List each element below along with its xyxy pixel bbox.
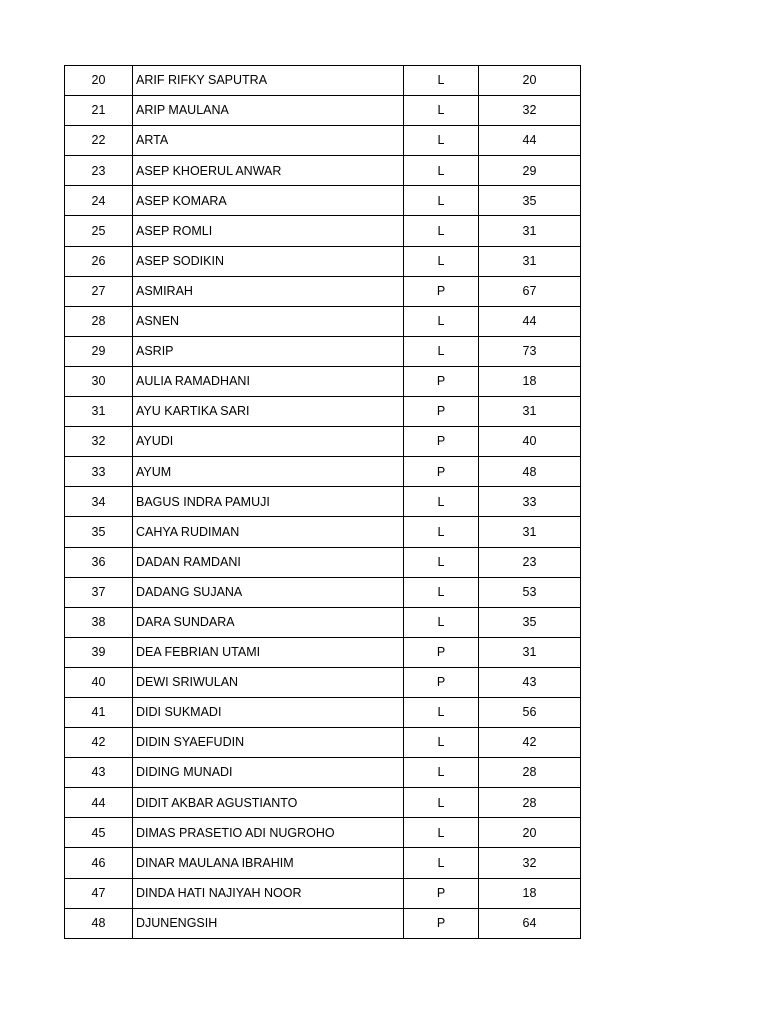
row-number-cell: 36 bbox=[65, 547, 133, 577]
name-cell: ASRIP bbox=[133, 336, 404, 366]
sex-cell: L bbox=[404, 848, 479, 878]
name-cell: ASEP SODIKIN bbox=[133, 246, 404, 276]
age-cell: 42 bbox=[479, 728, 581, 758]
age-cell: 18 bbox=[479, 878, 581, 908]
table-row bbox=[65, 697, 581, 727]
name-cell: ARTA bbox=[133, 126, 404, 156]
sex-cell: L bbox=[404, 306, 479, 336]
age-cell: 20 bbox=[479, 818, 581, 848]
sex-cell: L bbox=[404, 818, 479, 848]
row-number-cell: 24 bbox=[65, 186, 133, 216]
sex-cell: L bbox=[404, 156, 479, 186]
table-row bbox=[65, 66, 581, 96]
age-cell: 33 bbox=[479, 487, 581, 517]
row-number-cell: 41 bbox=[65, 697, 133, 727]
row-number-cell: 34 bbox=[65, 487, 133, 517]
age-cell: 31 bbox=[479, 397, 581, 427]
age-cell: 73 bbox=[479, 336, 581, 366]
table-row bbox=[65, 758, 581, 788]
sex-cell: P bbox=[404, 908, 479, 938]
age-cell: 35 bbox=[479, 186, 581, 216]
sex-cell: L bbox=[404, 728, 479, 758]
table-row bbox=[65, 487, 581, 517]
table-row bbox=[65, 517, 581, 547]
row-number-cell: 46 bbox=[65, 848, 133, 878]
sex-cell: L bbox=[404, 517, 479, 547]
sex-cell: L bbox=[404, 607, 479, 637]
table-row bbox=[65, 186, 581, 216]
row-number-cell: 26 bbox=[65, 246, 133, 276]
sex-cell: P bbox=[404, 276, 479, 306]
sex-cell: L bbox=[404, 788, 479, 818]
name-cell: DADANG SUJANA bbox=[133, 577, 404, 607]
name-cell: CAHYA RUDIMAN bbox=[133, 517, 404, 547]
row-number-cell: 28 bbox=[65, 306, 133, 336]
sex-cell: L bbox=[404, 246, 479, 276]
age-cell: 48 bbox=[479, 457, 581, 487]
sex-cell: L bbox=[404, 697, 479, 727]
row-number-cell: 38 bbox=[65, 607, 133, 637]
table-row bbox=[65, 788, 581, 818]
table-row bbox=[65, 547, 581, 577]
name-cell: DEWI SRIWULAN bbox=[133, 667, 404, 697]
age-cell: 32 bbox=[479, 96, 581, 126]
age-cell: 31 bbox=[479, 517, 581, 547]
sex-cell: L bbox=[404, 186, 479, 216]
name-cell: DINAR MAULANA IBRAHIM bbox=[133, 848, 404, 878]
name-cell: DJUNENGSIH bbox=[133, 908, 404, 938]
age-cell: 32 bbox=[479, 848, 581, 878]
row-number-cell: 29 bbox=[65, 336, 133, 366]
sex-cell: P bbox=[404, 667, 479, 697]
table-row bbox=[65, 216, 581, 246]
row-number-cell: 23 bbox=[65, 156, 133, 186]
table-row bbox=[65, 397, 581, 427]
table-row bbox=[65, 457, 581, 487]
row-number-cell: 27 bbox=[65, 276, 133, 306]
row-number-cell: 47 bbox=[65, 878, 133, 908]
table-row bbox=[65, 728, 581, 758]
name-cell: ARIF RIFKY SAPUTRA bbox=[133, 66, 404, 96]
roster-table bbox=[64, 65, 581, 939]
name-cell: DIDI SUKMADI bbox=[133, 697, 404, 727]
age-cell: 43 bbox=[479, 667, 581, 697]
row-number-cell: 21 bbox=[65, 96, 133, 126]
row-number-cell: 43 bbox=[65, 758, 133, 788]
row-number-cell: 25 bbox=[65, 216, 133, 246]
row-number-cell: 44 bbox=[65, 788, 133, 818]
age-cell: 18 bbox=[479, 366, 581, 396]
name-cell: AULIA RAMADHANI bbox=[133, 366, 404, 396]
table-row bbox=[65, 637, 581, 667]
sex-cell: L bbox=[404, 216, 479, 246]
row-number-cell: 45 bbox=[65, 818, 133, 848]
name-cell: DEA FEBRIAN UTAMI bbox=[133, 637, 404, 667]
name-cell: DIDIT AKBAR AGUSTIANTO bbox=[133, 788, 404, 818]
sex-cell: L bbox=[404, 126, 479, 156]
sex-cell: P bbox=[404, 637, 479, 667]
table-row bbox=[65, 336, 581, 366]
row-number-cell: 33 bbox=[65, 457, 133, 487]
sex-cell: L bbox=[404, 758, 479, 788]
table-row bbox=[65, 366, 581, 396]
row-number-cell: 32 bbox=[65, 427, 133, 457]
row-number-cell: 40 bbox=[65, 667, 133, 697]
row-number-cell: 31 bbox=[65, 397, 133, 427]
row-number-cell: 35 bbox=[65, 517, 133, 547]
name-cell: ASEP ROMLI bbox=[133, 216, 404, 246]
table-row bbox=[65, 246, 581, 276]
sex-cell: L bbox=[404, 336, 479, 366]
age-cell: 31 bbox=[479, 216, 581, 246]
table-row bbox=[65, 156, 581, 186]
table-row bbox=[65, 908, 581, 938]
table-row bbox=[65, 818, 581, 848]
sex-cell: L bbox=[404, 487, 479, 517]
age-cell: 31 bbox=[479, 637, 581, 667]
table-row bbox=[65, 667, 581, 697]
sex-cell: L bbox=[404, 66, 479, 96]
table-row bbox=[65, 848, 581, 878]
table-row bbox=[65, 607, 581, 637]
roster-table-body bbox=[65, 66, 581, 939]
sex-cell: L bbox=[404, 96, 479, 126]
row-number-cell: 37 bbox=[65, 577, 133, 607]
age-cell: 23 bbox=[479, 547, 581, 577]
age-cell: 28 bbox=[479, 758, 581, 788]
table-row bbox=[65, 427, 581, 457]
sex-cell: P bbox=[404, 457, 479, 487]
name-cell: BAGUS INDRA PAMUJI bbox=[133, 487, 404, 517]
row-number-cell: 20 bbox=[65, 66, 133, 96]
name-cell: ARIP MAULANA bbox=[133, 96, 404, 126]
row-number-cell: 22 bbox=[65, 126, 133, 156]
name-cell: ASMIRAH bbox=[133, 276, 404, 306]
name-cell: DADAN RAMDANI bbox=[133, 547, 404, 577]
name-cell: DINDA HATI NAJIYAH NOOR bbox=[133, 878, 404, 908]
row-number-cell: 30 bbox=[65, 366, 133, 396]
age-cell: 35 bbox=[479, 607, 581, 637]
table-row bbox=[65, 276, 581, 306]
table-row bbox=[65, 96, 581, 126]
age-cell: 56 bbox=[479, 697, 581, 727]
table-row bbox=[65, 878, 581, 908]
age-cell: 28 bbox=[479, 788, 581, 818]
row-number-cell: 48 bbox=[65, 908, 133, 938]
table-row bbox=[65, 306, 581, 336]
age-cell: 29 bbox=[479, 156, 581, 186]
row-number-cell: 39 bbox=[65, 637, 133, 667]
age-cell: 44 bbox=[479, 126, 581, 156]
name-cell: DARA SUNDARA bbox=[133, 607, 404, 637]
sex-cell: L bbox=[404, 547, 479, 577]
age-cell: 40 bbox=[479, 427, 581, 457]
age-cell: 67 bbox=[479, 276, 581, 306]
table-row bbox=[65, 577, 581, 607]
age-cell: 64 bbox=[479, 908, 581, 938]
sex-cell: P bbox=[404, 427, 479, 457]
name-cell: DIDING MUNADI bbox=[133, 758, 404, 788]
sex-cell: P bbox=[404, 366, 479, 396]
table-row bbox=[65, 126, 581, 156]
age-cell: 20 bbox=[479, 66, 581, 96]
name-cell: AYUDI bbox=[133, 427, 404, 457]
age-cell: 44 bbox=[479, 306, 581, 336]
name-cell: ASNEN bbox=[133, 306, 404, 336]
sex-cell: P bbox=[404, 878, 479, 908]
row-number-cell: 42 bbox=[65, 728, 133, 758]
name-cell: DIMAS PRASETIO ADI NUGROHO bbox=[133, 818, 404, 848]
sex-cell: P bbox=[404, 397, 479, 427]
name-cell: ASEP KOMARA bbox=[133, 186, 404, 216]
name-cell: AYU KARTIKA SARI bbox=[133, 397, 404, 427]
name-cell: ASEP KHOERUL ANWAR bbox=[133, 156, 404, 186]
age-cell: 31 bbox=[479, 246, 581, 276]
name-cell: DIDIN SYAEFUDIN bbox=[133, 728, 404, 758]
name-cell: AYUM bbox=[133, 457, 404, 487]
age-cell: 53 bbox=[479, 577, 581, 607]
sex-cell: L bbox=[404, 577, 479, 607]
